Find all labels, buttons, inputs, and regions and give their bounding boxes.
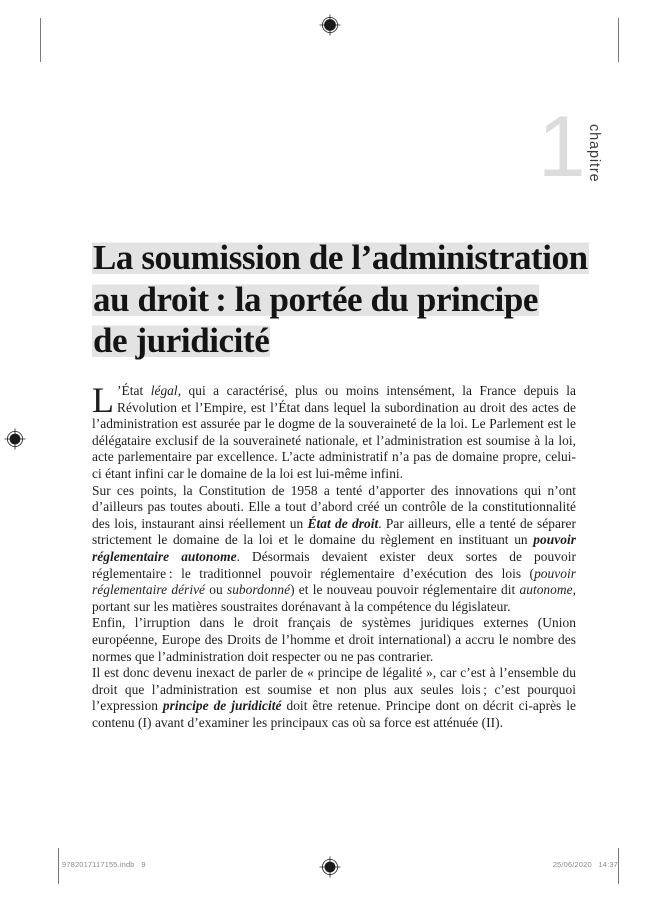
page-title-line-2 xyxy=(92,279,578,320)
paragraph-1-seg-3: , qui a caractérisé, plus ou moins intensément, la France depuis la Révolution et l’Empire, est l’État dans lequel la subordination au droit des actes de l’administration est assurée par le dogme de la souveraineté de la loi. Le Parlement est le délégataire exclusif de la souveraineté nationale, et l’administration est soumise à la loi, acte parlementaire par excellence. L’acte administratif n’a pas de domaine propre, celui-ci étant infini car le domaine de la loi est lui-même infini. xyxy=(92,383,576,481)
paragraph-1-seg-1: ’État xyxy=(117,383,151,398)
page-title-line-3 xyxy=(92,320,578,361)
paragraph-2-seg-9: ) et le nouveau pouvoir réglementaire dit xyxy=(290,582,520,598)
paragraph-1 xyxy=(92,380,576,483)
paragraph-2-seg-3: . Par ailleurs, elle a tenté de séparer strictement le domaine de la loi et le domaine du règlement en instituant un xyxy=(92,515,576,548)
page-title-line-2-text: au droit : la portée du principe xyxy=(93,279,539,319)
paragraph-2-seg-1: Sur ces points, la Constitution de 1958 a tenté d’apporter des innovations qui n’ont d’ailleurs pas toutes abouti. Elle a tout d’abord créé un contrôle de la constitutionnalité des lois, instaurant ainsi réellement un xyxy=(92,482,576,531)
crop-mark-top-right xyxy=(618,18,619,62)
paragraph-4-seg-1: Il est donc devenu inexact de parler de « principe de légalité », car c’est à l’ensemble du droit que l’administration est soumise et non plus aux seules lois ; c’est pourquoi l’expression xyxy=(92,665,576,714)
footer-timestamp: 25/06/2020 14:37 xyxy=(552,860,618,869)
paragraph-3: Enfin, l’irruption dans le droit français de systèmes juridiques externes (Union européenne, Europe des Droits de l’homme et droit international) a accru le nombre des normes que l’administration doit respecter ou ne pas contrarier. xyxy=(92,615,576,664)
body-text xyxy=(92,380,577,731)
paragraph-2-emphasis-etat-de-droit: État de droit xyxy=(307,515,379,531)
paragraph-2-seg-5: . Désormais devaient exister deux sortes de pouvoir réglementaire : le traditionnel pouvoir réglementaire d’exécution des lois ( xyxy=(92,548,576,581)
paragraph-4 xyxy=(92,665,576,731)
paragraph-2-emphasis-subordonne: subordonné xyxy=(226,582,291,598)
paragraph-2-emphasis-pouvoir-reglementaire-derive: pouvoir réglementaire dérivé xyxy=(92,565,576,598)
paragraph-2-emphasis-autonome: autonome xyxy=(519,582,573,598)
page-footer xyxy=(0,860,660,880)
chapter-number: 1 xyxy=(537,99,584,195)
page-title-line-1-text: La soumission de l’administration xyxy=(93,238,588,278)
paragraph-2 xyxy=(92,483,576,616)
paragraph-2-seg-7: ou xyxy=(205,582,227,598)
registration-target-icon-top xyxy=(319,14,341,36)
paragraph-1-emphasis-legal: légal xyxy=(150,383,178,398)
paragraph-2-seg-11: , portant sur les matières soustraites dorénavant à la compétence du législateur. xyxy=(92,582,576,614)
chapter-marker xyxy=(537,99,602,195)
crop-mark-top-left xyxy=(40,18,41,62)
footer-file-label: 9782017117155.indb 9 xyxy=(62,860,146,869)
page-title xyxy=(92,237,588,361)
registration-target-icon-left xyxy=(4,428,26,450)
paragraph-4-seg-3: doit être retenue. Principe dont on décrit ci-après le contenu (I) avant d’examiner les principaux cas où sa force est atténuée (II). xyxy=(92,698,577,730)
drop-cap: L xyxy=(92,380,115,420)
paragraph-4-emphasis-principe-de-juridicite: principe de juridicité xyxy=(162,698,282,714)
paragraph-2-emphasis-pouvoir-reglementaire-autonome: pouvoir réglementaire autonome xyxy=(92,532,576,564)
chapter-label: chapitre xyxy=(586,124,602,183)
page-title-line-1 xyxy=(92,237,588,278)
page-title-line-3-text: de juridicité xyxy=(93,321,270,361)
